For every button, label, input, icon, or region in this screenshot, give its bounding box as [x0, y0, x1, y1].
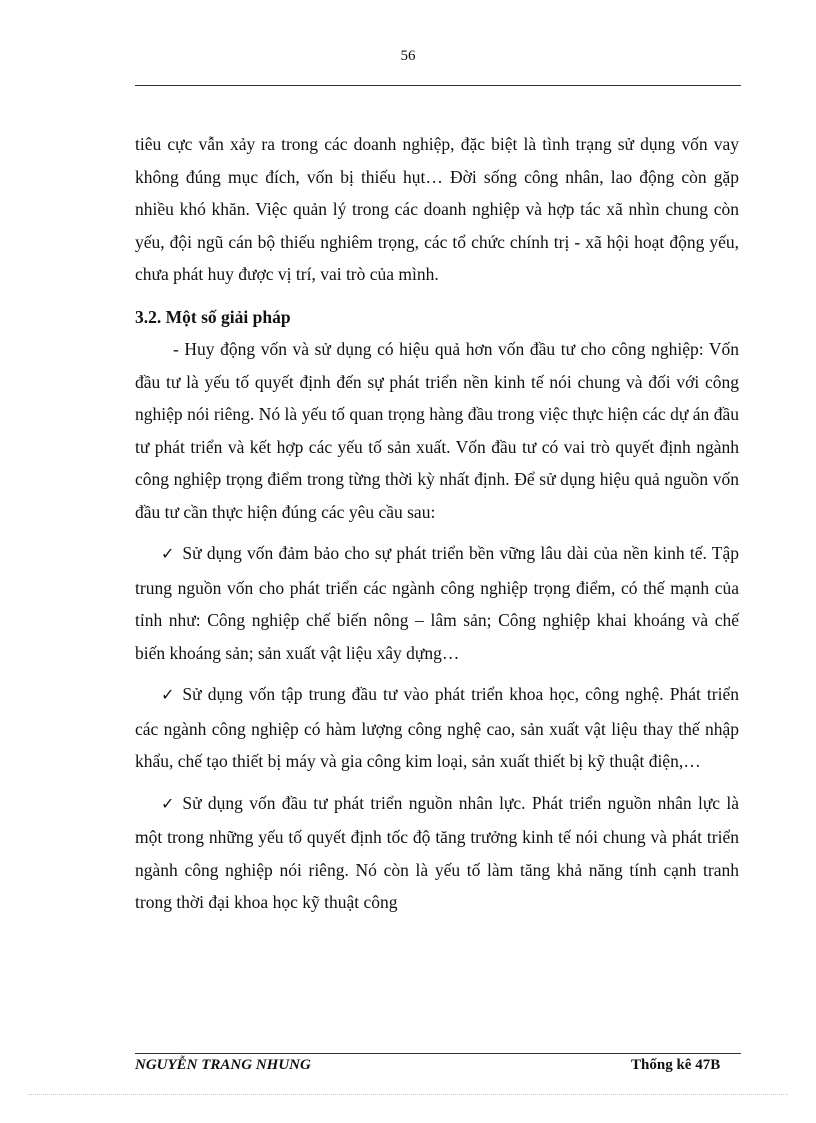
checkmark-icon: ✓ — [161, 546, 175, 563]
page-edge-divider — [28, 1094, 788, 1095]
check-list-item — [135, 678, 739, 778]
check-item-text: Sử dụng vốn đầu tư phát triển nguồn nhân lực. Phát triển nguồn nhân lực là một trong những yếu tố quyết định tốc độ tăng trưởng kinh tế nói chung và phát triển ngành công nghiệp nói riêng. Nó còn là yếu tố làm tăng khả năng tính cạnh tranh trong thời đại khoa học kỹ thuật công — [135, 792, 739, 912]
check-item-text: Sử dụng vốn tập trung đầu tư vào phát triển khoa học, công nghệ. Phát triển các ngành công nghiệp có hàm lượng công nghệ cao, sản xuất vật liệu thay thế nhập khẩu, chế tạo thiết bị máy và gia công kim loại, sản xuất thiết bị kỹ thuật điện,… — [135, 684, 739, 771]
checkmark-icon: ✓ — [161, 795, 175, 813]
check-item-text: Sử dụng vốn đảm bảo cho sự phát triển bền vững lâu dài của nền kinh tế. Tập trung nguồn vốn cho phát triển các ngành công nghiệp trọng điểm, có thế mạnh của tỉnh như: Công nghiệp chế biến nông – lâm sản; Công nghiệp khai khoáng và chế biến khoáng sản; sản xuất vật liệu xây dựng… — [135, 543, 739, 663]
check-list-item — [135, 537, 739, 669]
header-divider — [135, 85, 741, 86]
checkmark-icon: ✓ — [161, 687, 175, 704]
page-number: 56 — [400, 48, 416, 64]
intro-paragraph: tiêu cực vẫn xảy ra trong các doanh nghiệp, đặc biệt là tình trạng sử dụng vốn vay không đúng mục đích, vốn bị thiếu hụt… Đời sống công nhân, lao động còn gặp nhiều khó khăn. Việc quản lý trong các doanh nghiệp và hợp tác xã nhìn chung còn yếu, đội ngũ cán bộ thiếu nghiêm trọng, các tổ chức chính trị - xã hội hoạt động yếu, chưa phát huy được vị trí, vai trò của mình. — [135, 134, 739, 284]
solution-paragraph: - Huy động vốn và sử dụng có hiệu quả hơn vốn đầu tư cho công nghiệp: Vốn đầu tư là yếu tố quyết định đến sự phát triển nền kinh tế nói chung và đối với công nghiệp nói riêng. Nó là yếu tố quan trọng hàng đầu trong việc thực hiện các dự án đầu tư phát triển và kết hợp các yếu tố sản xuất. Vốn đầu tư có vai trò quyết định ngành công nghiệp trọng điểm trong từng thời kỳ nhất định. Để sử dụng hiệu quả nguồn vốn đầu tư cần thực hiện đúng các yêu cầu sau: — [135, 339, 739, 522]
check-list-item — [135, 787, 739, 919]
footer-author: NGUYỄN TRANG NHUNG — [135, 1057, 311, 1073]
section-heading: 3.2. Một số giải pháp — [135, 306, 291, 327]
footer-divider — [135, 1053, 741, 1054]
page-body — [135, 128, 739, 919]
footer-class-label: Thống kê 47B — [631, 1057, 721, 1073]
